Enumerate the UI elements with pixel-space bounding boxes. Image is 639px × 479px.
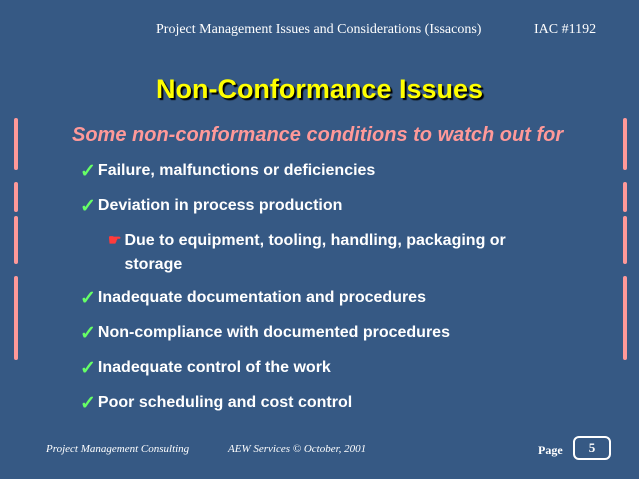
check-icon: ✓ [80,196,96,217]
check-icon: ✓ [80,323,96,344]
left-decor-bar-4 [14,276,18,360]
left-decor-bar-3 [14,216,18,264]
check-icon: ✓ [80,358,96,379]
right-decor-bar-1 [623,118,627,170]
bullet-text: Failure, malfunctions or deficiencies [97,162,376,179]
check-icon: ✓ [80,393,96,414]
bullet-item [80,289,426,308]
check-icon: ✓ [80,161,96,182]
left-decor-bar-1 [14,118,18,170]
bullet-item [80,162,375,181]
bullet-text: Poor scheduling and cost control [97,394,353,411]
right-decor-bar-4 [623,276,627,360]
bullet-item [80,324,450,343]
check-icon: ✓ [80,288,96,309]
header-id: IAC #1192 [534,22,597,37]
right-decor-bar-3 [623,216,627,264]
right-decor-bar-2 [623,182,627,212]
bullet-item [80,359,331,378]
bullet-text: Non-compliance with documented procedures [97,324,450,341]
slide-subtitle: Some non-conformance conditions to watch out for [72,124,564,146]
pointing-hand-icon: ☛ [108,232,122,249]
bullet-item [80,197,342,216]
page-number: 5 [573,436,611,460]
sub-bullet-text: Due to equipment, tooling, handling, packaging or storage [124,232,506,273]
bullet-text: Inadequate documentation and procedures [97,289,426,306]
left-decor-bar-2 [14,182,18,212]
footer-company: Project Management Consulting [46,443,190,455]
bullet-item [80,394,352,413]
sub-bullet-item [108,229,588,277]
bullet-text: Deviation in process production [97,197,343,214]
page-label: Page [538,443,563,457]
footer-credit: AEW Services © October, 2001 [228,443,367,455]
bullet-text: Inadequate control of the work [97,359,331,376]
header-title: Project Management Issues and Considerations (Issacons) [156,22,482,37]
slide-title: Non-Conformance Issues [155,74,484,104]
